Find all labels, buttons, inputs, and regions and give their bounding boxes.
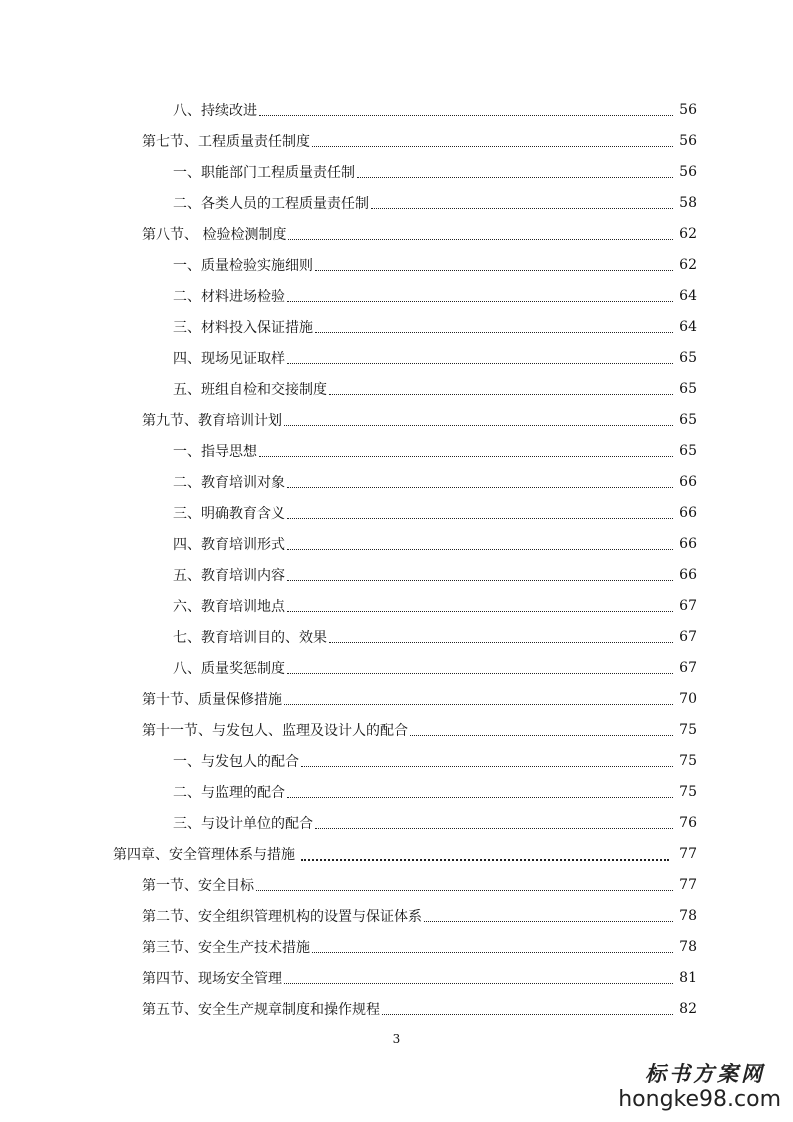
toc-entry[interactable] [0, 99, 793, 121]
toc-entry-title: 一、质量检验实施细则 [173, 258, 313, 274]
toc-entry-title: 一、指导思想 [173, 444, 257, 460]
toc-entry[interactable] [0, 719, 793, 741]
toc-entry-page: 76 [679, 815, 697, 831]
dot-leader [371, 207, 673, 209]
dot-leader [287, 796, 673, 798]
toc-entry[interactable] [0, 192, 793, 214]
toc-entry-title: 七、教育培训目的、效果 [173, 630, 327, 646]
toc-entry-page: 56 [679, 102, 697, 118]
toc-entry-page: 70 [679, 691, 697, 707]
toc-entry-title: 五、教育培训内容 [173, 568, 285, 584]
watermark [618, 1058, 781, 1112]
toc-entry[interactable] [0, 564, 793, 586]
toc-entry[interactable] [0, 161, 793, 183]
dot-leader [284, 982, 673, 984]
toc-entry[interactable] [0, 750, 793, 772]
toc-entry[interactable] [0, 254, 793, 276]
toc-entry-title: 八、持续改进 [173, 103, 257, 119]
toc-entry-title: 八、质量奖惩制度 [173, 661, 285, 677]
watermark-name: 标书方案网 [645, 1062, 765, 1086]
watermark-url: hongke98.com [618, 1087, 781, 1112]
dot-leader [259, 455, 673, 457]
dot-leader [287, 486, 673, 488]
toc-entry-title: 一、职能部门工程质量责任制 [173, 165, 355, 181]
toc-entry[interactable] [0, 409, 793, 431]
dot-leader [284, 424, 673, 426]
toc-entry[interactable] [0, 657, 793, 679]
toc-entry-page: 64 [679, 319, 697, 335]
toc-entry-title: 四、现场见证取样 [173, 351, 285, 367]
dot-leader [288, 238, 673, 240]
dot-leader [256, 889, 673, 891]
toc-entry-title: 四、教育培训形式 [173, 537, 285, 553]
toc-entry[interactable] [0, 843, 793, 865]
toc-entry[interactable] [0, 471, 793, 493]
dot-leader [315, 331, 673, 333]
toc-entry[interactable] [0, 316, 793, 338]
toc-entry-title: 二、各类人员的工程质量责任制 [173, 196, 369, 212]
toc-entry-title: 第十节、质量保修措施 [142, 692, 282, 708]
toc-entry-page: 67 [679, 598, 697, 614]
toc-entry[interactable] [0, 502, 793, 524]
dot-leader [301, 765, 673, 767]
dot-leader [329, 393, 673, 395]
dot-leader [287, 362, 673, 364]
toc-entry-page: 66 [679, 474, 697, 490]
dot-leader [287, 548, 673, 550]
toc-entry-title: 二、教育培训对象 [173, 475, 285, 491]
toc-entry-page: 78 [679, 908, 697, 924]
toc-entry-page: 75 [679, 722, 697, 738]
toc-entry-page: 77 [679, 846, 697, 862]
dot-leader [329, 641, 673, 643]
toc-entry-page: 62 [679, 257, 697, 273]
toc-entry[interactable] [0, 347, 793, 369]
dot-leader [284, 703, 673, 705]
dot-leader [287, 517, 673, 519]
toc-entry-page: 58 [679, 195, 697, 211]
toc-entry-page: 66 [679, 505, 697, 521]
toc-entry-title: 一、与发包人的配合 [173, 754, 299, 770]
toc-entry[interactable] [0, 781, 793, 803]
toc-entry[interactable] [0, 905, 793, 927]
dot-leader [287, 300, 673, 302]
toc-entry-page: 65 [679, 412, 697, 428]
toc-entry[interactable] [0, 998, 793, 1020]
toc-entry-page: 66 [679, 536, 697, 552]
toc-entry-title: 五、班组自检和交接制度 [173, 382, 327, 398]
toc-entry-title: 第一节、安全目标 [142, 878, 254, 894]
dot-leader [357, 176, 673, 178]
toc-entry[interactable] [0, 626, 793, 648]
toc-entry-title: 第九节、教育培训计划 [142, 413, 282, 429]
dot-leader [301, 858, 669, 861]
toc-entry-title: 二、与监理的配合 [173, 785, 285, 801]
toc-entry-title: 第四节、现场安全管理 [142, 971, 282, 987]
toc-entry-title: 第十一节、与发包人、监理及设计人的配合 [142, 723, 408, 739]
toc-entry[interactable] [0, 223, 793, 245]
toc-entry[interactable] [0, 874, 793, 896]
toc-entry-page: 62 [679, 226, 697, 242]
toc-entry[interactable] [0, 595, 793, 617]
toc-entry[interactable] [0, 440, 793, 462]
toc-entry-page: 66 [679, 567, 697, 583]
dot-leader [424, 920, 673, 922]
toc-entry-page: 81 [679, 970, 697, 986]
dot-leader [312, 145, 673, 147]
toc-entry-title: 二、材料进场检验 [173, 289, 285, 305]
dot-leader [312, 951, 673, 953]
toc-entry-title: 第七节、工程质量责任制度 [142, 134, 310, 150]
dot-leader [315, 269, 673, 271]
toc-entry-page: 56 [679, 164, 697, 180]
toc-entry-title: 六、教育培训地点 [173, 599, 285, 615]
toc-entry[interactable] [0, 285, 793, 307]
dot-leader [287, 672, 673, 674]
dot-leader [315, 827, 673, 829]
toc-entry-title: 三、与设计单位的配合 [173, 816, 313, 832]
toc-entry-title: 三、材料投入保证措施 [173, 320, 313, 336]
dot-leader [259, 114, 673, 116]
toc-entry-page: 65 [679, 443, 697, 459]
toc-entry[interactable] [0, 812, 793, 834]
toc-entry-title: 第五节、安全生产规章制度和操作规程 [142, 1002, 380, 1018]
toc-entry-page: 56 [679, 133, 697, 149]
toc-entry-title: 第八节、 检验检测制度 [142, 227, 287, 243]
dot-leader [410, 734, 673, 736]
toc-entry[interactable] [0, 967, 793, 989]
toc-entry[interactable] [0, 130, 793, 152]
dot-leader [287, 610, 673, 612]
toc-entry-page: 75 [679, 784, 697, 800]
toc-entry-page: 78 [679, 939, 697, 955]
toc-entry-title: 第三节、安全生产技术措施 [142, 940, 310, 956]
toc-entry-title: 第四章、安全管理体系与措施 [113, 847, 295, 863]
toc-entry-title: 第二节、安全组织管理机构的设置与保证体系 [142, 909, 422, 925]
toc-entry-page: 64 [679, 288, 697, 304]
toc-entry[interactable] [0, 378, 793, 400]
dot-leader [287, 579, 673, 581]
toc-entry-page: 65 [679, 350, 697, 366]
toc-entry-page: 77 [679, 877, 697, 893]
toc-entry-page: 67 [679, 660, 697, 676]
dot-leader [382, 1013, 673, 1015]
page-number: 3 [392, 1032, 401, 1046]
toc-entry-page: 67 [679, 629, 697, 645]
toc-entry-page: 75 [679, 753, 697, 769]
toc-entry[interactable] [0, 533, 793, 555]
toc-entry-page: 65 [679, 381, 697, 397]
toc-entry-title: 三、明确教育含义 [173, 506, 285, 522]
toc-entry[interactable] [0, 688, 793, 710]
toc-entry[interactable] [0, 936, 793, 958]
toc-entry-page: 82 [679, 1001, 697, 1017]
